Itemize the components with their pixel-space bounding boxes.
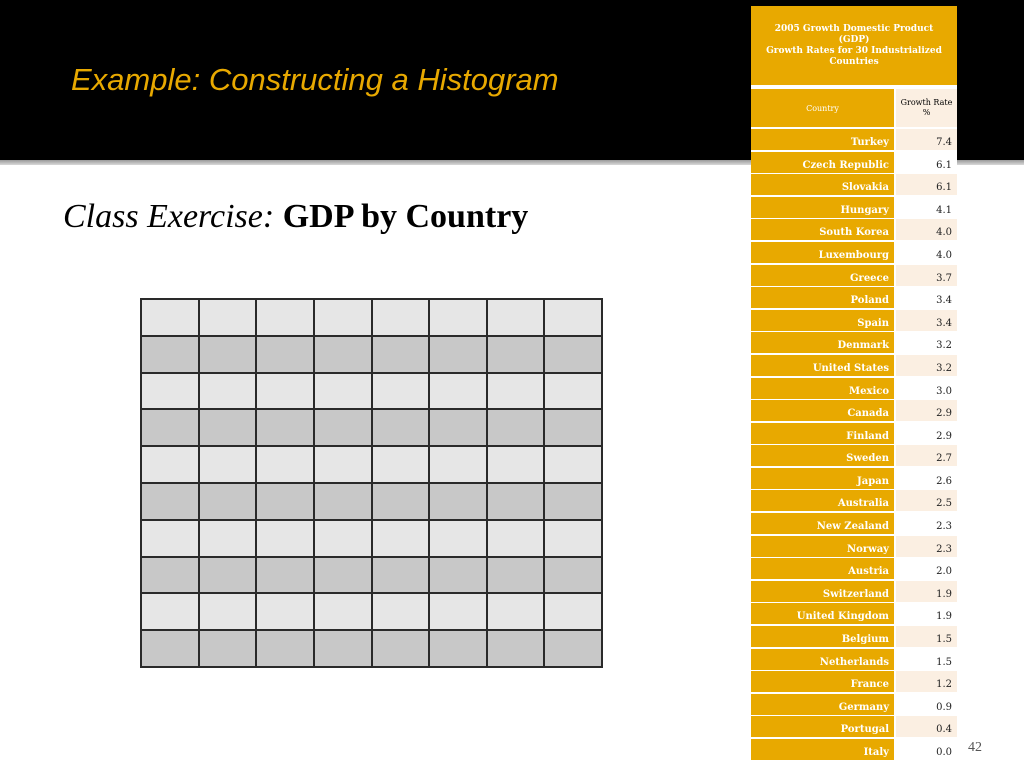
grid-cell: [141, 483, 199, 520]
country-cell: Italy: [751, 739, 894, 760]
grid-cell: [141, 446, 199, 483]
grid-cell: [256, 593, 314, 630]
growth-rate-cell: 7.4: [896, 129, 957, 150]
country-cell: Spain: [751, 310, 894, 331]
gdp-table-row: [751, 197, 957, 218]
grid-cell: [429, 630, 487, 667]
country-cell: Australia: [751, 490, 894, 511]
grid-cell: [141, 520, 199, 557]
growth-rate-cell: 4.1: [896, 197, 957, 218]
grid-cell: [141, 373, 199, 410]
gdp-table-row: [751, 581, 957, 602]
gdp-table-row: [751, 468, 957, 489]
grid-cell: [487, 630, 545, 667]
grid-cell: [199, 483, 257, 520]
gdp-table-body: [751, 6, 957, 760]
gdp-table-row: [751, 739, 957, 760]
growth-rate-cell: 4.0: [896, 219, 957, 240]
grid-cell: [372, 446, 430, 483]
gdp-title-line1: 2005 Growth Domestic Product: [774, 23, 934, 34]
grid-cell: [372, 373, 430, 410]
country-cell: United States: [751, 355, 894, 376]
grid-cell: [199, 446, 257, 483]
country-cell: Mexico: [751, 378, 894, 399]
grid-cell: [141, 557, 199, 594]
growth-rate-cell: 3.2: [896, 355, 957, 376]
grid-cell: [429, 483, 487, 520]
growth-rate-cell: 1.9: [896, 603, 957, 624]
growth-rate-cell: 3.4: [896, 310, 957, 331]
gdp-table-row: [751, 626, 957, 647]
grid-cell: [429, 409, 487, 446]
country-cell: Japan: [751, 468, 894, 489]
grid-cell: [314, 373, 372, 410]
grid-cell: [487, 557, 545, 594]
grid-cell: [314, 630, 372, 667]
grid-cell: [256, 446, 314, 483]
grid-cell: [256, 630, 314, 667]
grid-cell: [314, 557, 372, 594]
gdp-table-row: [751, 445, 957, 466]
grid-cell: [372, 299, 430, 336]
grid-cell: [199, 557, 257, 594]
gdp-table-row: [751, 174, 957, 195]
gdp-table-row: [751, 423, 957, 444]
grid-cell: [544, 520, 602, 557]
grid-cell: [544, 373, 602, 410]
grid-cell: [256, 557, 314, 594]
growth-rate-cell: 0.4: [896, 716, 957, 737]
growth-rate-label-line2: %: [922, 108, 931, 117]
growth-rate-cell: 1.5: [896, 626, 957, 647]
country-cell: France: [751, 671, 894, 692]
blank-histogram-grid: [140, 298, 603, 668]
grid-cell: [314, 299, 372, 336]
country-cell: Turkey: [751, 129, 894, 150]
growth-rate-cell: 3.4: [896, 287, 957, 308]
gdp-table-row: [751, 129, 957, 150]
subtitle-bold: GDP by Country: [282, 198, 529, 235]
gdp-table-row: [751, 332, 957, 353]
grid-cell: [544, 483, 602, 520]
grid-cell: [372, 593, 430, 630]
grid-cell: [256, 373, 314, 410]
column-header-country: Country: [751, 89, 894, 127]
grid-row: [141, 299, 602, 336]
grid-cell: [199, 373, 257, 410]
grid-cell: [544, 409, 602, 446]
growth-rate-cell: 2.9: [896, 423, 957, 444]
growth-rate-cell: 1.2: [896, 671, 957, 692]
grid-row: [141, 557, 602, 594]
country-cell: Greece: [751, 265, 894, 286]
grid-cell: [429, 299, 487, 336]
gdp-table-row: [751, 671, 957, 692]
growth-rate-label-line1: Growth Rate: [900, 98, 953, 107]
grid-cell: [487, 593, 545, 630]
gdp-table-row: [751, 400, 957, 421]
growth-rate-cell: 2.3: [896, 536, 957, 557]
growth-rate-cell: 2.6: [896, 468, 957, 489]
gdp-title-line4: Countries: [829, 56, 879, 67]
growth-rate-cell: 2.7: [896, 445, 957, 466]
grid-cell: [199, 520, 257, 557]
grid-row: [141, 483, 602, 520]
country-cell: South Korea: [751, 219, 894, 240]
gdp-table-row: [751, 242, 957, 263]
gdp-table-row: [751, 219, 957, 240]
growth-rate-cell: 3.0: [896, 378, 957, 399]
grid-cell: [487, 373, 545, 410]
grid-cell: [544, 299, 602, 336]
grid-cell: [314, 483, 372, 520]
gdp-table-row: [751, 378, 957, 399]
grid-cell: [544, 336, 602, 373]
grid-cell: [141, 630, 199, 667]
grid-cell: [429, 373, 487, 410]
grid-cell: [256, 336, 314, 373]
growth-rate-cell: 1.5: [896, 649, 957, 670]
grid-row: [141, 520, 602, 557]
slide-subtitle: [63, 198, 528, 236]
grid-cell: [544, 446, 602, 483]
gdp-table-row: [751, 603, 957, 624]
growth-rate-cell: 6.1: [896, 152, 957, 173]
gdp-table-row: [751, 490, 957, 511]
growth-rate-cell: 3.7: [896, 265, 957, 286]
gdp-title-line2: (GDP): [838, 34, 870, 45]
grid-row: [141, 373, 602, 410]
gdp-table-row: [751, 355, 957, 376]
country-cell: Finland: [751, 423, 894, 444]
grid-cell: [429, 593, 487, 630]
country-cell: Norway: [751, 536, 894, 557]
growth-rate-cell: 2.5: [896, 490, 957, 511]
grid-cell: [487, 299, 545, 336]
gdp-table-row: [751, 513, 957, 534]
growth-rate-cell: 4.0: [896, 242, 957, 263]
gdp-table-row: [751, 265, 957, 286]
grid-cell: [314, 593, 372, 630]
growth-rate-cell: 0.0: [896, 739, 957, 760]
growth-rate-cell: 2.3: [896, 513, 957, 534]
grid-row: [141, 409, 602, 446]
gdp-table-row: [751, 558, 957, 579]
grid-cell: [429, 446, 487, 483]
grid-row: [141, 336, 602, 373]
grid-cell: [487, 409, 545, 446]
page-number: 42: [968, 740, 982, 755]
country-cell: Austria: [751, 558, 894, 579]
subtitle-italic: Class Exercise:: [63, 198, 275, 235]
grid-cell: [372, 520, 430, 557]
growth-rate-cell: 2.9: [896, 400, 957, 421]
grid-cell: [256, 520, 314, 557]
country-cell: Czech Republic: [751, 152, 894, 173]
gdp-table-row: [751, 536, 957, 557]
grid-cell: [256, 483, 314, 520]
growth-rate-cell: 6.1: [896, 174, 957, 195]
country-cell: Belgium: [751, 626, 894, 647]
country-cell: Hungary: [751, 197, 894, 218]
grid-cell: [544, 557, 602, 594]
growth-rate-cell: 1.9: [896, 581, 957, 602]
growth-rate-cell: 2.0: [896, 558, 957, 579]
grid-cell: [487, 520, 545, 557]
grid-cell: [429, 520, 487, 557]
grid-cell: [256, 299, 314, 336]
country-cell: Luxembourg: [751, 242, 894, 263]
country-cell: United Kingdom: [751, 603, 894, 624]
grid-cell: [314, 446, 372, 483]
gdp-table-row: [751, 287, 957, 308]
grid-cell: [141, 299, 199, 336]
grid-cell: [372, 409, 430, 446]
grid-row: [141, 630, 602, 667]
grid-cell: [199, 630, 257, 667]
gdp-table: [751, 6, 957, 760]
grid-cell: [256, 409, 314, 446]
gdp-table-row: [751, 649, 957, 670]
country-cell: New Zealand: [751, 513, 894, 534]
gdp-table-row: [751, 152, 957, 173]
grid-cell: [487, 483, 545, 520]
grid-cell: [314, 409, 372, 446]
gdp-table-row: [751, 716, 957, 737]
grid-cell: [544, 630, 602, 667]
gdp-title-line3: Growth Rates for 30 Industrialized: [766, 45, 942, 56]
slide-title: Example: Constructing a Histogram: [71, 62, 559, 97]
country-cell: Slovakia: [751, 174, 894, 195]
grid-cell: [141, 336, 199, 373]
country-cell: Portugal: [751, 716, 894, 737]
grid-cell: [372, 557, 430, 594]
grid-cell: [314, 336, 372, 373]
country-cell: Sweden: [751, 445, 894, 466]
grid-cell: [314, 520, 372, 557]
grid-cell: [487, 336, 545, 373]
gdp-table-row: [751, 310, 957, 331]
grid-cell: [429, 336, 487, 373]
country-cell: Canada: [751, 400, 894, 421]
gdp-table-row: [751, 694, 957, 715]
growth-rate-cell: 3.2: [896, 332, 957, 353]
growth-rate-cell: 0.9: [896, 694, 957, 715]
grid-row: [141, 446, 602, 483]
grid-cell: [199, 299, 257, 336]
grid-cell: [544, 593, 602, 630]
grid-cell: [141, 409, 199, 446]
grid-row: [141, 593, 602, 630]
grid-cell: [372, 483, 430, 520]
country-cell: Netherlands: [751, 649, 894, 670]
grid-cell: [199, 593, 257, 630]
country-cell: Poland: [751, 287, 894, 308]
grid-cell: [372, 630, 430, 667]
grid-cell: [199, 409, 257, 446]
country-cell: Denmark: [751, 332, 894, 353]
grid-cell: [372, 336, 430, 373]
country-cell: Germany: [751, 694, 894, 715]
grid-cell: [199, 336, 257, 373]
country-cell: Switzerland: [751, 581, 894, 602]
grid-cell: [487, 446, 545, 483]
grid-cell: [141, 593, 199, 630]
grid-cell: [429, 557, 487, 594]
